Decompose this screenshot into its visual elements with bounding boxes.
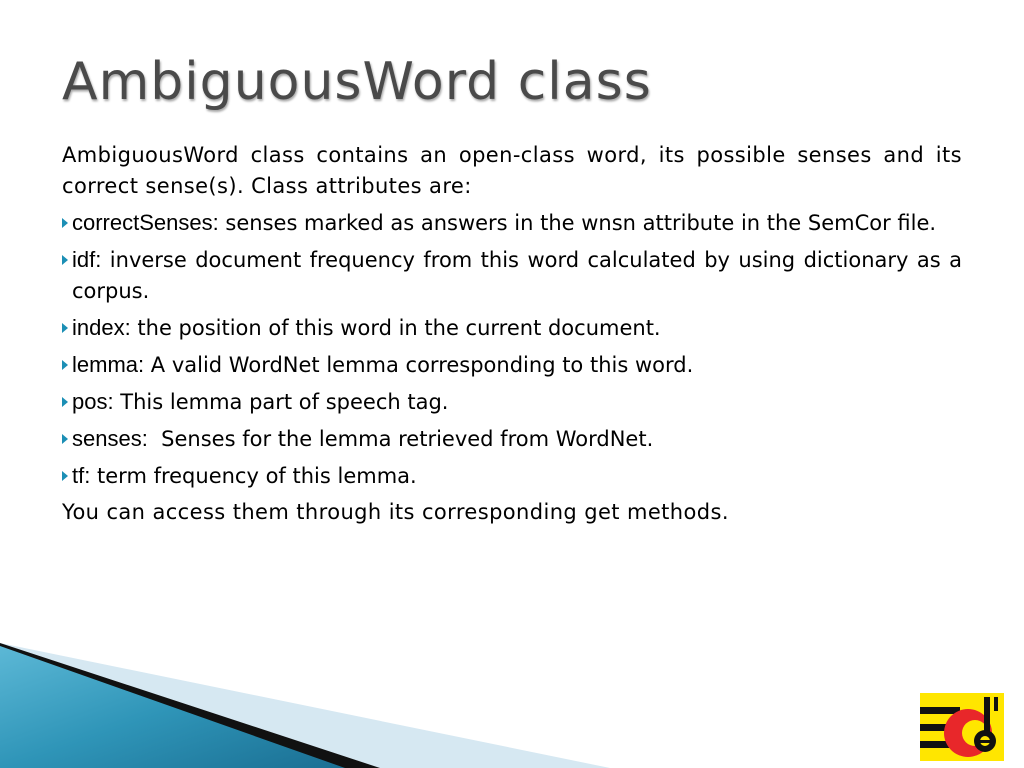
attribute-list <box>62 207 962 492</box>
attribute-description: senses marked as answers in the wnsn attribute in the SemCor file. <box>218 211 937 235</box>
attribute-term: idf: <box>72 247 102 272</box>
attribute-term: senses: <box>72 426 148 451</box>
bullet-arrow-icon <box>62 434 68 444</box>
attribute-item-index <box>62 312 962 344</box>
attribute-description: A valid WordNet lemma corresponding to this word. <box>144 353 694 377</box>
attribute-term: lemma: <box>72 352 145 377</box>
bullet-arrow-icon <box>62 218 68 228</box>
logo-icon <box>920 693 1004 761</box>
attribute-item-idf <box>62 244 962 307</box>
attribute-term: tf: <box>72 463 91 488</box>
bullet-arrow-icon <box>62 360 68 370</box>
attribute-description: inverse document frequency from this word calculated by using dictionary as a corpus. <box>72 248 962 303</box>
attribute-item-pos <box>62 386 962 418</box>
attribute-description: the position of this word in the current document. <box>130 316 661 340</box>
attribute-term: pos: <box>72 389 114 414</box>
slide-title: AmbiguousWord class <box>62 52 652 112</box>
bullet-arrow-icon <box>62 471 68 481</box>
attribute-description: This lemma part of speech tag. <box>113 390 449 414</box>
attribute-item-tf <box>62 460 962 492</box>
bullet-arrow-icon <box>62 255 68 265</box>
wave-decoration <box>0 643 620 768</box>
attribute-term: correctSenses: <box>72 210 219 235</box>
attribute-term: index: <box>72 315 131 340</box>
attribute-item-senses <box>62 423 962 455</box>
attribute-item-lemma <box>62 349 962 381</box>
slide-body <box>62 140 962 533</box>
intro-paragraph: AmbiguousWord class contains an open-class word, its possible senses and its correct sense(s). Class attributes are: <box>62 143 962 198</box>
bullet-arrow-icon <box>62 397 68 407</box>
attribute-item-correctsenses <box>62 207 962 239</box>
attribute-description: Senses for the lemma retrieved from WordNet. <box>147 427 654 451</box>
bullet-arrow-icon <box>62 323 68 333</box>
closing-paragraph: You can access them through its corresponding get methods. <box>62 500 729 524</box>
attribute-description: term frequency of this lemma. <box>90 464 417 488</box>
